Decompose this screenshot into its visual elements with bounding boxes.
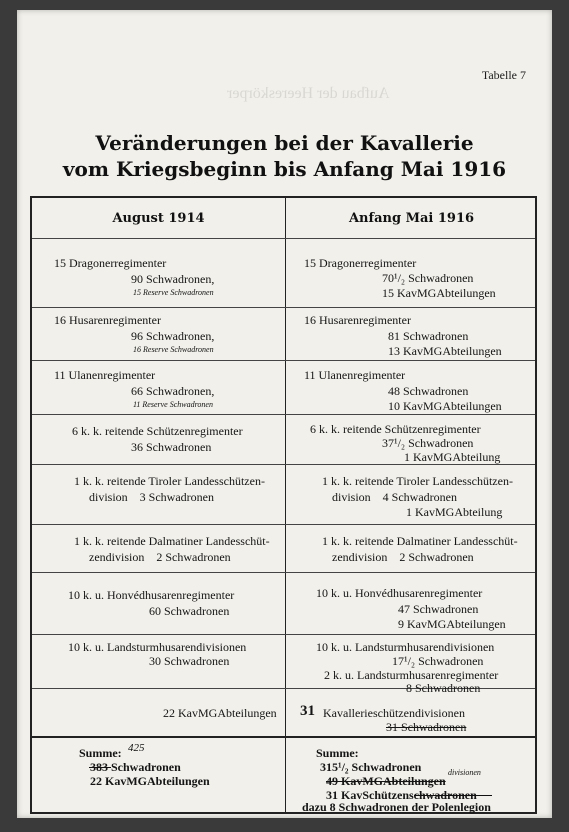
row1-right-line3: 15 KavMGAbteilungen <box>382 286 496 300</box>
summe-left-handwritten-total: 425 <box>128 742 145 754</box>
bleed-through-text: Aufbau der Heereskörper <box>227 85 390 102</box>
column-header-mai-1916: Anfang Mai 1916 <box>348 210 475 226</box>
summe-right-label: Summe: <box>316 746 359 760</box>
row8-right-line3: 2 k. u. Landsturmhusarenregimenter <box>324 668 499 682</box>
row7-right-line3: 9 KavMGAbteilungen <box>398 617 506 631</box>
row7-left-line2: 60 Schwadronen <box>149 604 230 618</box>
summe-right-line1: 315¹/₂ Schwadronen <box>320 760 422 774</box>
row4-left-line2: 36 Schwadronen <box>131 440 212 454</box>
row8-right-line2: 17¹/₂ Schwadronen <box>392 654 484 668</box>
row7-right-line2: 47 Schwadronen <box>398 602 479 616</box>
title-line-1: Veränderungen bei der Kavallerie <box>95 131 474 155</box>
row9-right-line2-struck: 31 Schwadronen <box>386 720 467 734</box>
row2-right-line2: 81 Schwadronen <box>388 329 469 343</box>
summe-left-line1: 383 Schwadronen <box>90 760 181 774</box>
summe-left-label: Summe: <box>79 746 122 760</box>
summe-right-strike-mark <box>414 795 492 796</box>
column-divider <box>285 198 286 812</box>
row9-right-line1: Kavallerieschützendivisionen <box>323 706 465 720</box>
page-title <box>17 130 552 182</box>
table-number: Tabelle 7 <box>481 68 526 82</box>
row6-left-line1: 1 k. k. reitende Dalmatiner Landesschüt- <box>74 534 270 548</box>
row9-right-number: 31 <box>300 703 315 719</box>
row3-left-handwritten-note: 11 Reserve Schwadronen <box>133 400 213 409</box>
row5-right-line1: 1 k. k. reitende Tiroler Landesschützen- <box>322 474 513 488</box>
row1-left-handwritten-note: 15 Reserve Schwadronen <box>133 288 214 297</box>
summe-right-line4: dazu 8 Schwadronen der Polenlegion <box>302 800 491 814</box>
row8-right-line4: 8 Schwadronen <box>406 681 481 695</box>
row2-left-line1: 16 Husarenregimenter <box>54 313 161 327</box>
row5-left-line2: division 3 Schwadronen <box>89 490 214 504</box>
row3-right-line3: 10 KavMGAbteilungen <box>388 399 502 413</box>
row7-right-line1: 10 k. u. Honvédhusarenregimenter <box>316 586 483 600</box>
title-line-2: vom Kriegsbeginn bis Anfang Mai 1916 <box>62 157 507 181</box>
column-header-august-1914: August 1914 <box>112 210 205 226</box>
row3-left-line1: 11 Ulanenregimenter <box>54 368 156 382</box>
document-page <box>17 10 552 818</box>
summe-right-line3: 31 KavSchützenschwadronen <box>326 788 477 802</box>
row2-left-handwritten-note: 16 Reserve Schwadronen <box>133 345 214 354</box>
row5-left-line1: 1 k. k. reitende Tiroler Landesschützen- <box>74 474 265 488</box>
row4-right-line2: 37¹/₂ Schwadronen <box>382 436 474 450</box>
row-divider <box>32 572 535 573</box>
row6-right-line2: zendivision 2 Schwadronen <box>332 550 474 564</box>
row8-right-line1: 10 k. u. Landsturmhusarendivisionen <box>316 640 495 654</box>
row4-right-line3: 1 KavMGAbteilung <box>404 450 501 464</box>
row1-right-line2: 70¹/₂ Schwadronen <box>382 271 474 285</box>
row2-right-line1: 16 Husarenregimenter <box>304 313 411 327</box>
summe-left-strike-mark <box>89 767 111 768</box>
row7-left-line1: 10 k. u. Honvédhusarenregimenter <box>68 588 235 602</box>
row5-right-line2: division 4 Schwadronen <box>332 490 457 504</box>
row2-right-line3: 13 KavMGAbteilungen <box>388 344 502 358</box>
row-divider <box>32 524 535 525</box>
row6-right-line1: 1 k. k. reitende Dalmatiner Landesschüt- <box>322 534 518 548</box>
row-divider <box>32 634 535 635</box>
row8-left-line1: 10 k. u. Landsturmhusarendivisionen <box>68 640 247 654</box>
row-divider <box>32 464 535 465</box>
row3-right-line1: 11 Ulanenregimenter <box>304 368 406 382</box>
row-divider <box>32 414 535 415</box>
row-divider <box>32 307 535 308</box>
row-divider <box>32 360 535 361</box>
summe-left-line2: 22 KavMGAbteilungen <box>90 774 210 788</box>
row2-left-line2: 96 Schwadronen, <box>131 329 215 343</box>
summe-right-handwritten-correction: divisionen <box>448 768 481 777</box>
row1-right-line1: 15 Dragonerregimenter <box>304 256 417 270</box>
row1-left-line1: 15 Dragonerregimenter <box>54 256 167 270</box>
comparison-table <box>30 196 537 814</box>
row4-right-line1: 6 k. k. reitende Schützenregimenter <box>310 422 481 436</box>
summe-divider <box>32 736 535 738</box>
row8-left-line2: 30 Schwadronen <box>149 654 230 668</box>
row6-left-line2: zendivision 2 Schwadronen <box>89 550 231 564</box>
row5-right-line3: 1 KavMGAbteilung <box>406 505 503 519</box>
row-divider <box>32 238 535 239</box>
summe-right-line2: 49 KavMGAbteilungen <box>326 774 446 788</box>
row3-right-line2: 48 Schwadronen <box>388 384 469 398</box>
row4-left-line1: 6 k. k. reitende Schützenregimenter <box>72 424 243 438</box>
row1-left-line2: 90 Schwadronen, <box>131 272 215 286</box>
row9-left-line1: 22 KavMGAbteilungen <box>163 706 277 720</box>
row3-left-line2: 66 Schwadronen, <box>131 384 215 398</box>
